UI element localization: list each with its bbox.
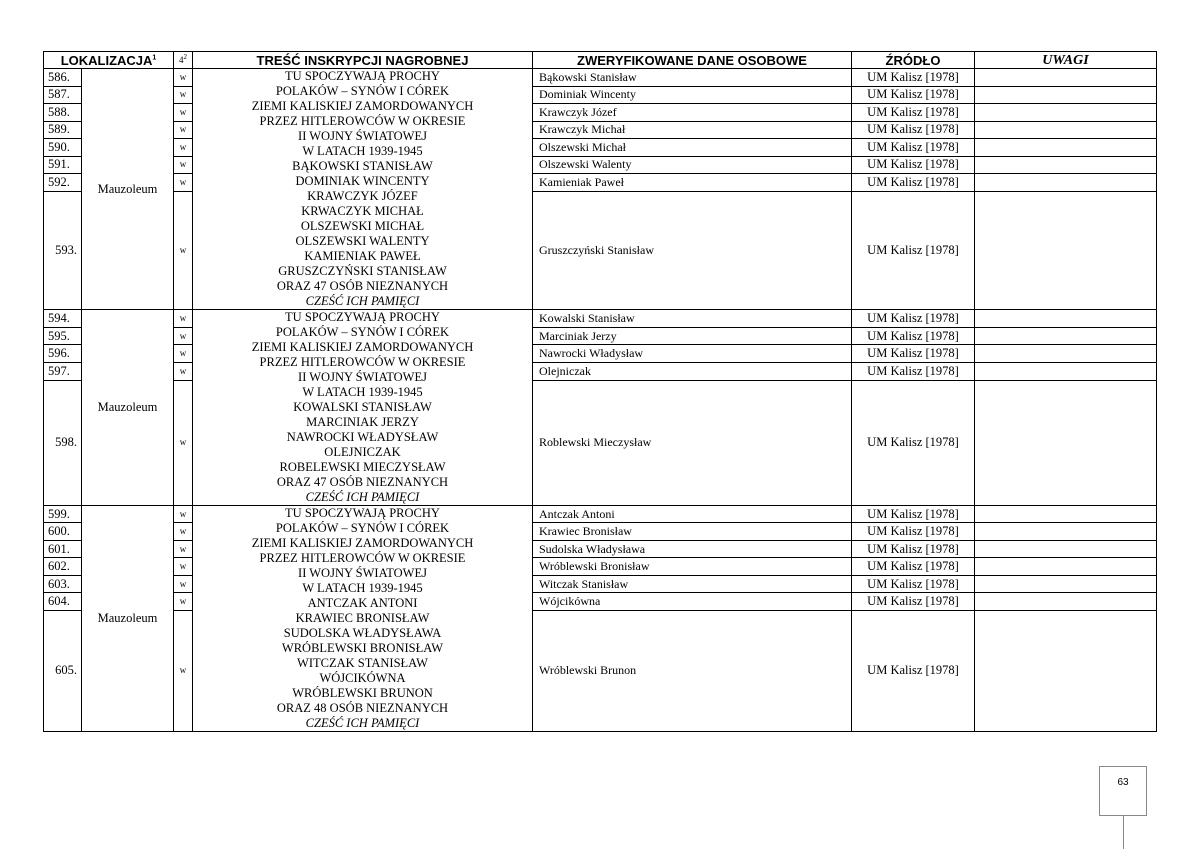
source-cell: UM Kalisz [1978] (852, 593, 975, 610)
source-cell: UM Kalisz [1978] (852, 345, 975, 363)
inscription-cell (193, 69, 533, 310)
inscription-line: PRZEZ HITLEROWCÓW W OKRESIE (259, 114, 466, 128)
verified-person: Wróblewski Bronisław (533, 558, 852, 575)
notes-cell (975, 506, 1157, 523)
entry-number: 593. (44, 191, 82, 310)
entry-number: 586. (44, 69, 82, 87)
source-cell: UM Kalisz [1978] (852, 156, 975, 174)
notes-cell (975, 310, 1157, 328)
page-tick-line (1123, 816, 1124, 849)
entry-number: 594. (44, 310, 82, 328)
inscription-line: II WOJNY ŚWIATOWEJ (298, 129, 427, 143)
verified-person: Wójcikówna (533, 593, 852, 610)
inscription-line: ORAZ 47 OSÓB NIEZNANYCH (276, 475, 449, 489)
verified-person: Wróblewski Brunon (533, 610, 852, 731)
inscription-line: NAWROCKI WŁADYSŁAW (286, 430, 439, 444)
notes-cell (975, 345, 1157, 363)
source-cell: UM Kalisz [1978] (852, 506, 975, 523)
inscription-line: KRAWCZYK JÓZEF (307, 189, 418, 203)
entry-number: 603. (44, 575, 82, 592)
entry-number: 602. (44, 558, 82, 575)
header-lokalizacja (44, 52, 174, 69)
inscription-line: SUDOLSKA WŁADYSŁAWA (283, 626, 442, 640)
w-marker: w (174, 540, 193, 557)
verified-person: Kowalski Stanisław (533, 310, 852, 328)
verified-person: Antczak Antoni (533, 506, 852, 523)
verified-person: Olszewski Michał (533, 139, 852, 157)
table-row (44, 310, 1157, 328)
w-marker: w (174, 86, 193, 104)
inscription-line: CZEŚĆ ICH PAMIĘCI (305, 294, 420, 308)
inscription-line: PRZEZ HITLEROWCÓW W OKRESIE (259, 355, 466, 369)
inscription-line: ORAZ 47 OSÓB NIEZNANYCH (276, 279, 449, 293)
inscription-line: TU SPOCZYWAJĄ PROCHY (285, 69, 440, 83)
inscription-line: ROBELEWSKI MIECZYSŁAW (279, 460, 446, 474)
entry-number: 590. (44, 139, 82, 157)
inscription-line: WÓJCIKÓWNA (319, 671, 406, 685)
header-tresc: TREŚĆ INSKRYPCJI NAGROBNEJ (193, 52, 533, 69)
grave-inscriptions-table (43, 51, 1157, 732)
entry-number: 598. (44, 380, 82, 505)
header-row (44, 52, 1157, 69)
w-marker: w (174, 121, 193, 139)
entry-number: 605. (44, 610, 82, 731)
w-marker: w (174, 156, 193, 174)
verified-person: Marciniak Jerzy (533, 327, 852, 345)
inscription-line: DOMINIAK WINCENTY (295, 174, 430, 188)
source-cell: UM Kalisz [1978] (852, 69, 975, 87)
entry-number: 604. (44, 593, 82, 610)
source-cell: UM Kalisz [1978] (852, 139, 975, 157)
location-cell: Mauzoleum (82, 310, 174, 506)
w-marker: w (174, 327, 193, 345)
inscription-line: WRÓBLEWSKI BRONISŁAW (281, 641, 444, 655)
table-row (44, 506, 1157, 523)
notes-cell (975, 523, 1157, 540)
verified-person: Bąkowski Stanisław (533, 69, 852, 87)
inscription-line: W LATACH 1939-1945 (302, 385, 423, 399)
w-marker: w (174, 104, 193, 122)
page-number: 63 (1117, 777, 1129, 788)
notes-cell (975, 69, 1157, 87)
inscription-line: WRÓBLEWSKI BRUNON (292, 686, 433, 700)
table-body (44, 69, 1157, 732)
w-marker: w (174, 380, 193, 505)
notes-cell (975, 380, 1157, 505)
w-marker: w (174, 363, 193, 381)
inscription-line: KOWALSKI STANISŁAW (293, 400, 432, 414)
inscription-line: PRZEZ HITLEROWCÓW W OKRESIE (259, 551, 466, 565)
source-cell: UM Kalisz [1978] (852, 121, 975, 139)
header-lokalizacja-label: LOKALIZACJA (60, 52, 153, 68)
header-w-label: 4 (179, 54, 184, 65)
verified-person: Roblewski Mieczysław (533, 380, 852, 505)
source-cell: UM Kalisz [1978] (852, 523, 975, 540)
entry-number: 587. (44, 86, 82, 104)
verified-person: Kamieniak Paweł (533, 174, 852, 192)
source-cell: UM Kalisz [1978] (852, 191, 975, 310)
source-cell: UM Kalisz [1978] (852, 558, 975, 575)
inscription-line: ZIEMI KALISKIEJ ZAMORDOWANYCH (251, 340, 474, 354)
table-row (44, 69, 1157, 87)
inscription-line: ZIEMI KALISKIEJ ZAMORDOWANYCH (251, 536, 474, 550)
w-marker: w (174, 593, 193, 610)
entry-number: 595. (44, 327, 82, 345)
source-cell: UM Kalisz [1978] (852, 174, 975, 192)
inscription-line: KAMIENIAK PAWEŁ (304, 249, 421, 263)
inscription-line: CZEŚĆ ICH PAMIĘCI (305, 490, 420, 504)
location-cell: Mauzoleum (82, 69, 174, 310)
notes-cell (975, 575, 1157, 592)
verified-person: Krawiec Bronisław (533, 523, 852, 540)
source-cell: UM Kalisz [1978] (852, 310, 975, 328)
entry-number: 596. (44, 345, 82, 363)
w-marker: w (174, 174, 193, 192)
verified-person: Olszewski Walenty (533, 156, 852, 174)
w-marker: w (174, 610, 193, 731)
inscription-line: GRUSZCZYŃSKI STANISŁAW (278, 264, 447, 278)
source-cell: UM Kalisz [1978] (852, 380, 975, 505)
header-zrodlo: ŹRÓDŁO (852, 52, 975, 69)
entry-number: 589. (44, 121, 82, 139)
inscription-line: TU SPOCZYWAJĄ PROCHY (285, 310, 440, 324)
inscription-line: WITCZAK STANISŁAW (297, 656, 428, 670)
header-w (174, 52, 193, 69)
footnote-marker: 1 (152, 54, 157, 62)
entry-number: 592. (44, 174, 82, 192)
w-marker: w (174, 69, 193, 87)
source-cell: UM Kalisz [1978] (852, 575, 975, 592)
inscription-line: MARCINIAK JERZY (306, 415, 419, 429)
source-cell: UM Kalisz [1978] (852, 610, 975, 731)
inscription-line: OLSZEWSKI WALENTY (295, 234, 430, 248)
verified-person: Gruszczyński Stanisław (533, 191, 852, 310)
w-marker: w (174, 310, 193, 328)
w-marker: w (174, 558, 193, 575)
notes-cell (975, 139, 1157, 157)
header-uwagi: UWAGI (975, 52, 1157, 69)
inscription-cell (193, 506, 533, 732)
notes-cell (975, 540, 1157, 557)
entry-number: 591. (44, 156, 82, 174)
inscription-line: W LATACH 1939-1945 (302, 144, 423, 158)
inscription-line: ORAZ 48 OSÓB NIEZNANYCH (276, 701, 449, 715)
notes-cell (975, 86, 1157, 104)
w-marker: w (174, 575, 193, 592)
w-marker: w (174, 523, 193, 540)
inscription-line: POLAKÓW – SYNÓW I CÓREK (275, 84, 450, 98)
notes-cell (975, 593, 1157, 610)
source-cell: UM Kalisz [1978] (852, 363, 975, 381)
w-marker: w (174, 506, 193, 523)
verified-person: Krawczyk Józef (533, 104, 852, 122)
notes-cell (975, 363, 1157, 381)
entry-number: 600. (44, 523, 82, 540)
notes-cell (975, 610, 1157, 731)
w-marker: w (174, 345, 193, 363)
source-cell: UM Kalisz [1978] (852, 327, 975, 345)
inscription-line: CZEŚĆ ICH PAMIĘCI (305, 716, 420, 730)
entry-number: 599. (44, 506, 82, 523)
notes-cell (975, 104, 1157, 122)
notes-cell (975, 174, 1157, 192)
source-cell: UM Kalisz [1978] (852, 86, 975, 104)
verified-person: Olejniczak (533, 363, 852, 381)
entry-number: 601. (44, 540, 82, 557)
entry-number: 597. (44, 363, 82, 381)
inscription-line: II WOJNY ŚWIATOWEJ (298, 566, 427, 580)
inscription-line: OLSZEWSKI MICHAŁ (300, 219, 425, 233)
source-cell: UM Kalisz [1978] (852, 104, 975, 122)
inscription-line: ZIEMI KALISKIEJ ZAMORDOWANYCH (251, 99, 474, 113)
inscription-line: BĄKOWSKI STANISŁAW (292, 159, 433, 173)
w-marker: w (174, 191, 193, 310)
entry-number: 588. (44, 104, 82, 122)
inscription-line: POLAKÓW – SYNÓW I CÓREK (275, 521, 450, 535)
verified-person: Nawrocki Władysław (533, 345, 852, 363)
verified-person: Sudolska Władysława (533, 540, 852, 557)
inscription-cell (193, 310, 533, 506)
inscription-line: KRWACZYK MICHAŁ (301, 204, 424, 218)
verified-person: Krawczyk Michał (533, 121, 852, 139)
verified-person: Dominiak Wincenty (533, 86, 852, 104)
inscription-line: II WOJNY ŚWIATOWEJ (298, 370, 427, 384)
footnote-marker: 2 (183, 52, 187, 61)
notes-cell (975, 121, 1157, 139)
verified-person: Witczak Stanisław (533, 575, 852, 592)
notes-cell (975, 191, 1157, 310)
w-marker: w (174, 139, 193, 157)
inscription-line: POLAKÓW – SYNÓW I CÓREK (275, 325, 450, 339)
source-cell: UM Kalisz [1978] (852, 540, 975, 557)
header-dane: ZWERYFIKOWANE DANE OSOBOWE (533, 52, 852, 69)
location-cell: Mauzoleum (82, 506, 174, 732)
page-number-box (1099, 766, 1147, 816)
inscription-line: TU SPOCZYWAJĄ PROCHY (285, 506, 440, 520)
notes-cell (975, 558, 1157, 575)
inscription-line: W LATACH 1939-1945 (302, 581, 423, 595)
inscription-line: OLEJNICZAK (324, 445, 401, 459)
notes-cell (975, 156, 1157, 174)
inscription-line: KRAWIEC BRONISŁAW (295, 611, 430, 625)
inscription-line: ANTCZAK ANTONI (307, 596, 418, 610)
notes-cell (975, 327, 1157, 345)
